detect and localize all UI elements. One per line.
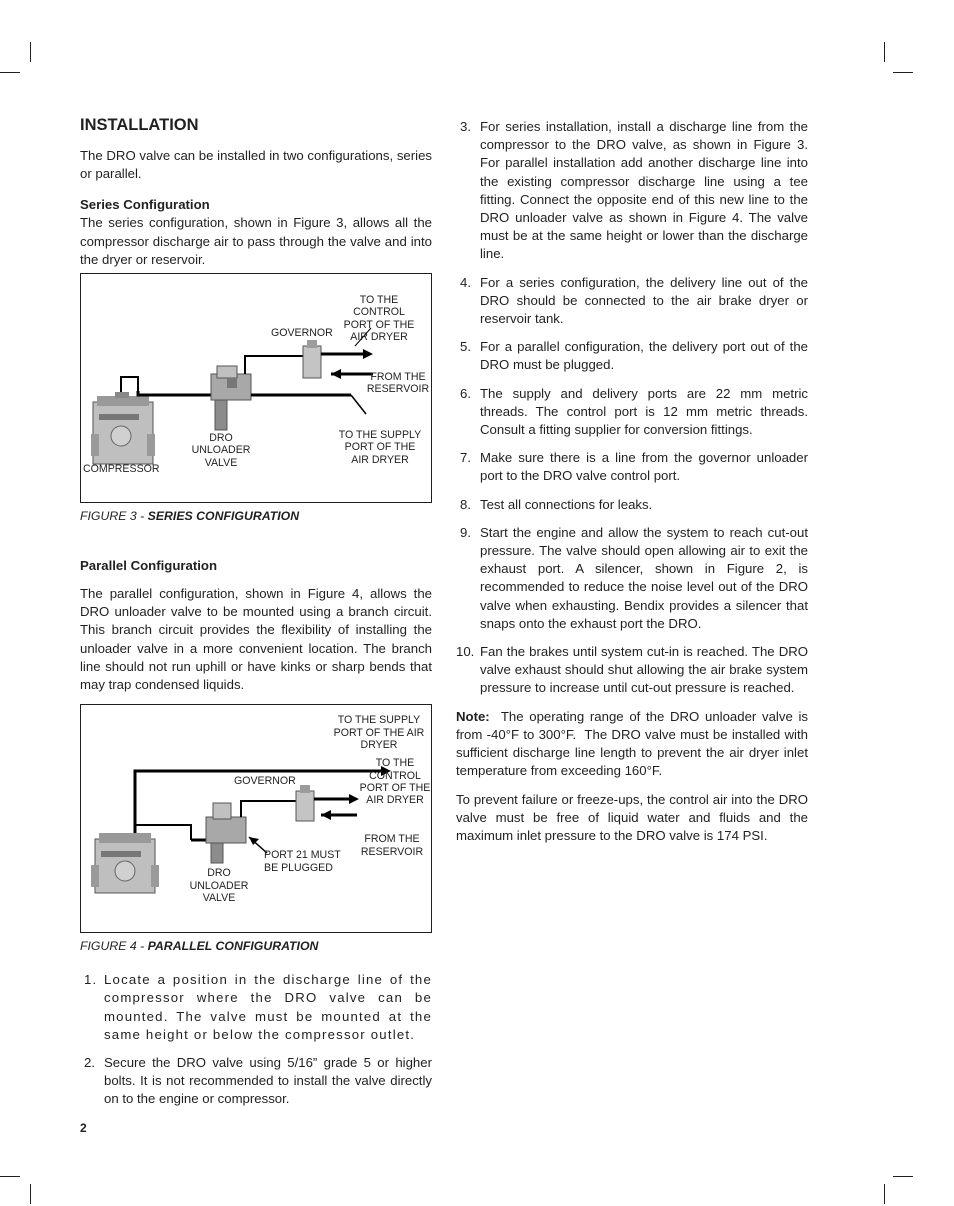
step-text: For a parallel configuration, the delivery port out of the DRO must be plugged. xyxy=(480,339,808,373)
dro-valve-illustration xyxy=(211,366,251,430)
step-number: 8. xyxy=(460,496,471,512)
crop-mark xyxy=(0,1176,20,1177)
step-text: Secure the DRO valve using 5/16” grade 5 or higher bolts. It is not recommended to install the valve directly on to the engine or compressor. xyxy=(104,1055,432,1107)
parallel-paragraph: The parallel configuration, shown in Figure 4, allows the DRO unloader valve to be mounted using a branch circuit. This branch circuit provides the flexibility of installing the unloader valve in a more convenient location. The branch line should not run uphill or have kinks or sharp bends that may trap condensed liquids. xyxy=(80,586,432,693)
step-number: 6. xyxy=(460,385,471,401)
label-governor: GOVERNOR xyxy=(234,775,296,788)
list-item xyxy=(456,118,808,264)
governor-illustration xyxy=(296,785,314,821)
compressor-illustration xyxy=(91,833,159,893)
note-paragraph xyxy=(456,708,812,781)
caption-prefix: FIGURE 4 - xyxy=(80,939,148,954)
step-number: 5. xyxy=(460,339,471,355)
step-number: 4. xyxy=(460,274,471,290)
step-text: For a series configuration, the delivery line out of the DRO should be connected to the air brake dryer or reservoir tank. xyxy=(480,274,808,327)
series-heading: Series Configuration xyxy=(80,197,210,213)
crop-mark xyxy=(884,1184,885,1204)
label-from-reservoir: FROM THE RESERVOIR xyxy=(360,833,424,858)
label-compressor: COMPRESSOR xyxy=(83,463,160,476)
crop-mark xyxy=(893,72,913,73)
step-text: For series installation, install a discharge line from the compressor to the DRO valve, as shown in Figure 3. For parallel installation add another discharge line into the existing compressor discharge line using a tee fitting. Connect the opposite end of this new line to the DRO unloader valve as shown in Figure 4. The valve must be at the same height or lower than the discharge line. xyxy=(480,119,808,262)
list-item xyxy=(80,1054,432,1109)
section-title: INSTALLATION xyxy=(80,116,199,134)
caption-prefix: FIGURE 3 - xyxy=(80,509,148,524)
series-paragraph: The series configuration, shown in Figure 3, allows all the compressor discharge air to pass through the valve and into the dryer or reservoir. xyxy=(80,215,432,267)
list-item xyxy=(456,338,808,374)
step-text: Make sure there is a line from the governor unloader port to the DRO valve control port. xyxy=(480,450,808,484)
label-governor: GOVERNOR xyxy=(271,327,333,340)
right-column xyxy=(456,118,812,845)
list-item xyxy=(456,385,808,440)
step-number: 10. xyxy=(456,644,475,660)
list-item xyxy=(456,274,808,329)
crop-mark xyxy=(0,72,20,73)
step-number: 1. xyxy=(84,972,98,988)
parallel-heading: Parallel Configuration xyxy=(80,558,218,574)
list-item xyxy=(456,524,808,633)
label-to-supply-port: TO THE SUPPLY PORT OF THE AIR DRYER xyxy=(338,429,422,466)
list-item xyxy=(456,643,808,698)
step-text: Locate a position in the discharge line of the compressor where the DRO valve can be mounted. The valve must be mounted at the same height or below the compressor outlet. xyxy=(104,972,432,1042)
step-text: Test all connections for leaks. xyxy=(480,496,653,512)
installation-steps-left xyxy=(80,971,432,1108)
label-dro-unloader-valve: DRO UNLOADER VALVE xyxy=(191,432,251,469)
compressor-illustration xyxy=(91,392,155,464)
note-label: Note: xyxy=(456,708,490,724)
crop-mark xyxy=(893,1176,913,1177)
governor-illustration xyxy=(303,340,321,378)
step-number: 7. xyxy=(460,450,471,466)
note-text: The operating range of the DRO unloader valve is from -40°F to 300°F. The DRO valve must be installed with sufficient discharge line length to prevent the air dryer inlet temperature from exceeding 160°F. xyxy=(456,708,812,779)
step-text: Start the engine and allow the system to reach cut-out pressure. The valve should open allowing air to exit the exhaust port. A silencer, shown in Figure 2, is recommended to reduce the noise level out of the DRO valve when exhausting. Bendix provides a silencer that snaps onto the exhaust port the DRO. xyxy=(480,524,808,631)
step-text: Fan the brakes until system cut-in is reached. The DRO valve exhaust should shut allowing the air brake system pressure to increase until cut-out pressure is reached. xyxy=(480,644,808,696)
installation-steps-right xyxy=(456,118,808,698)
list-item xyxy=(456,496,808,514)
step-number: 3. xyxy=(460,119,471,134)
label-to-supply-port: TO THE SUPPLY PORT OF THE AIR DRYER xyxy=(333,714,425,751)
left-column xyxy=(80,116,432,1109)
figure-3-series-diagram xyxy=(80,273,432,503)
step-number: 9. xyxy=(460,524,471,540)
label-port-21-plugged: PORT 21 MUST BE PLUGGED xyxy=(264,849,341,874)
page-number: 2 xyxy=(80,1121,87,1135)
list-item xyxy=(456,449,808,485)
crop-mark xyxy=(884,42,885,62)
step-number: 2. xyxy=(84,1055,95,1071)
list-item xyxy=(80,971,432,1044)
intro-paragraph: The DRO valve can be installed in two configurations, series or parallel. xyxy=(80,148,432,182)
caption-title: PARALLEL CONFIGURATION xyxy=(147,939,319,954)
crop-mark xyxy=(30,42,31,62)
label-to-control-port: TO THE CONTROL PORT OF THE AIR DRYER xyxy=(343,294,415,343)
final-paragraph: To prevent failure or freeze-ups, the control air into the DRO valve must be free of liquid water and fluids and the maximum inlet pressure to the DRO valve is 174 PSI. xyxy=(456,791,808,843)
label-to-control-port: TO THE CONTROL PORT OF THE AIR DRYER xyxy=(359,757,431,807)
figure-4-caption xyxy=(80,939,432,953)
step-text: The supply and delivery ports are 22 mm metric threads. The control port is 12 mm metric threads. Consult a fitting supplier for conversion fittings. xyxy=(480,385,808,438)
crop-mark xyxy=(30,1184,31,1204)
label-dro-unloader-valve: DRO UNLOADER VALVE xyxy=(189,867,249,904)
label-from-reservoir: FROM THE RESERVOIR xyxy=(366,371,430,396)
figure-4-parallel-diagram xyxy=(80,704,432,933)
caption-title: SERIES CONFIGURATION xyxy=(147,509,300,524)
figure-3-caption xyxy=(80,509,432,523)
